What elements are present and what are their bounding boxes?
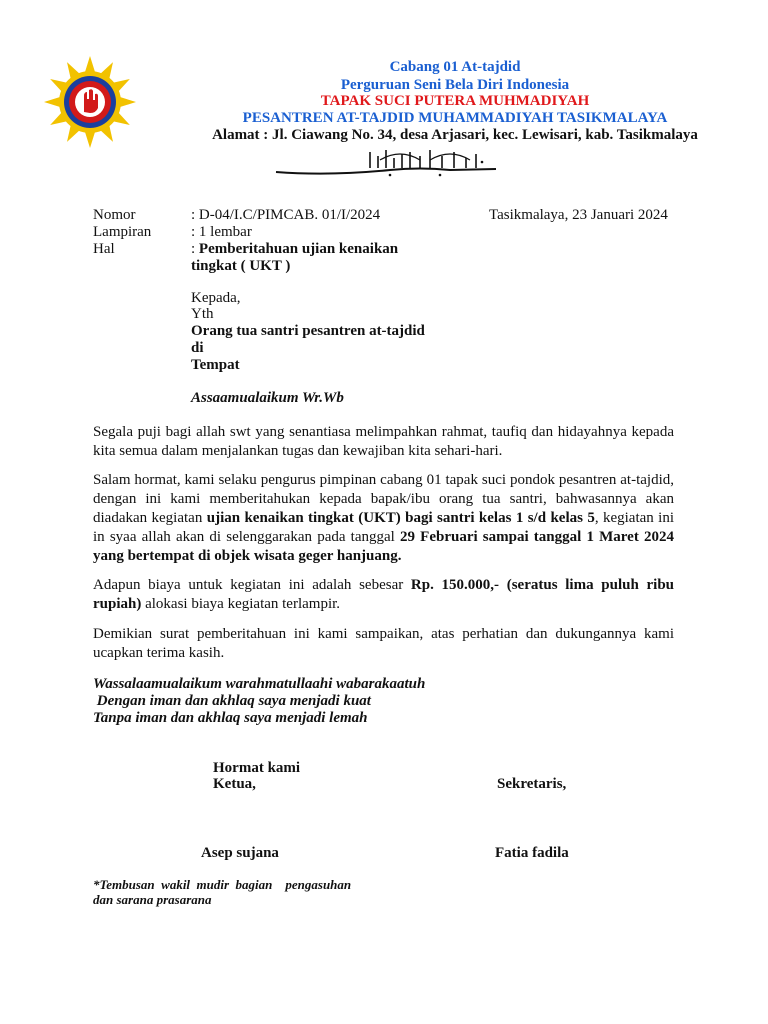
p3-text-a: Adapun biaya untuk kegiatan ini adalah sebesar [93, 577, 411, 593]
nomor-label: Nomor [93, 207, 136, 223]
p3-cost-emphasis: Rp. 150.000,- (seratus lima puluh ribu rupiah) [93, 577, 674, 612]
tembusan-line-1: *Tembusan wakil mudir bagian pengasuhan [93, 877, 352, 892]
closing-motto-2: Tanpa iman dan akhlaq saya menjadi lemah [93, 710, 368, 726]
hal-value: : Pemberitahuan ujian kenaikan [191, 241, 399, 257]
hal-value-line1: Pemberitahuan ujian kenaikan [198, 241, 399, 257]
closing-salam: Wassalaamualaikum warahmatullaahi wabarakaatuh [93, 676, 426, 692]
address: Alamat : Jl. Ciawang No. 34, desa Arjasari, kec. Lewisari, kab. Tasikmalaya [212, 127, 698, 143]
lampiran-label: Lampiran [93, 224, 152, 240]
tembusan-line-2: dan sarana prasarana [93, 892, 212, 907]
pesantren-name: PESANTREN AT-TAJDID MUHAMMADIYAH TASIKMALAYA [242, 110, 668, 126]
body-paragraph-4: Demikian surat pemberitahuan ini kami sampaikan, atas perhatian dan dukungannya kami ucapkan terima kasih. [93, 626, 674, 661]
lampiran-value: : 1 lembar [191, 224, 252, 240]
bismillah-calligraphy [270, 146, 500, 180]
sekretaris-name: Fatia fadila [495, 845, 569, 861]
hal-label: Hal [93, 241, 115, 257]
body-paragraph-3 [93, 576, 674, 614]
p2-ukt-emphasis: ujian kenaikan tingkat (UKT) bagi santri kelas 1 s/d kelas 5 [206, 510, 595, 526]
recipient-kepada: Kepada, [191, 290, 241, 306]
organization-logo [44, 56, 136, 148]
organization-subtitle: Perguruan Seni Bela Diri Indonesia [340, 77, 570, 93]
body-paragraph-2 [93, 471, 674, 566]
sekretaris-title: Sekretaris, [497, 776, 567, 792]
recipient-name: Orang tua santri pesantren at-tajdid [191, 323, 425, 339]
p2-text-a: Salam hormat, kami selaku pengurus pimpinan cabang 01 tapak suci pondok pesantren at-tajdid, dengan ini kami memberitahukan kepada bapak/ibu orang tua santri, bahwasannya akan diadakan kegiatan [93, 472, 674, 526]
nomor-value: : D-04/I.C/PIMCAB. 01/I/2024 [191, 207, 381, 223]
ketua-title: Ketua, [213, 776, 256, 792]
recipient-di: di [191, 340, 204, 356]
organization-name: TAPAK SUCI PUTERA MUHMADIYAH [320, 93, 590, 109]
greeting: Assaamualaikum Wr.Wb [191, 390, 344, 406]
hormat-kami: Hormat kami [213, 760, 301, 776]
place-date: Tasikmalaya, 23 Januari 2024 [489, 207, 668, 223]
body-paragraph-1: Segala puji bagi allah swt yang senantiasa melimpahkan rahmat, taufiq dan hidayahnya kepada kita semua dalam menjalankan tugas dan kewajiban kita sehari-hari. [93, 424, 674, 459]
p2-text-c: , kegiatan ini in syaa allah akan di selenggarakan pada tanggal [93, 510, 675, 545]
p2-date-emphasis: 29 Februari sampai tanggal 1 Maret 2024 yang bertempat di objek wisata geger hanjuang. [93, 529, 674, 564]
closing-motto-1: Dengan iman dan akhlaq saya menjadi kuat [93, 693, 371, 709]
ketua-name: Asep sujana [201, 845, 279, 861]
recipient-tempat: Tempat [191, 357, 240, 373]
hal-value-line2: tingkat ( UKT ) [191, 258, 291, 274]
recipient-yth: Yth [191, 306, 214, 322]
branch-name: Cabang 01 At-tajdid [389, 59, 521, 75]
p3-text-c: alokasi biaya kegiatan terlampir. [141, 596, 341, 612]
